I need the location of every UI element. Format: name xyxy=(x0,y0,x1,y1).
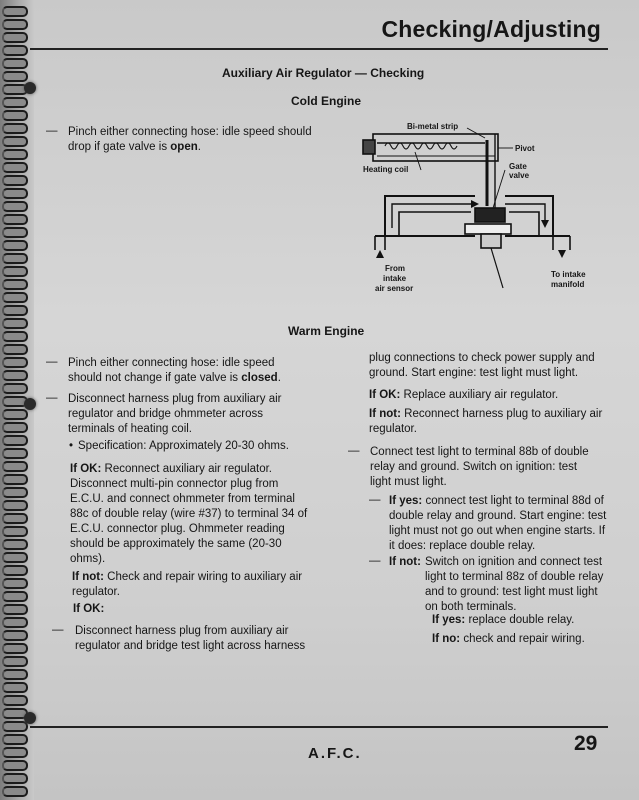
binding-ring xyxy=(2,604,28,615)
binding-ring xyxy=(2,747,28,758)
warm-item-3: Disconnect harness plug from auxiliary air regulator and bridge test light across harness xyxy=(75,625,306,652)
cold-engine-heading: Cold Engine xyxy=(291,94,361,108)
if-not-2-label: If not: xyxy=(389,556,421,568)
binding-ring xyxy=(2,656,28,667)
if-yes-text: connect test light to terminal 88d of double relay and ground. Start engine: test light must not go out when engine starts. If it does: replace double relay. xyxy=(389,495,607,552)
binding-ring xyxy=(2,253,28,264)
punch-hole xyxy=(24,398,36,410)
valve-seat xyxy=(465,224,511,234)
binding-ring xyxy=(2,461,28,472)
if-not-2-text: Switch on ignition and connect test light to terminal 88z of double relay and to ground: test light must light on both terminals. xyxy=(425,556,604,613)
binding-ring xyxy=(2,695,28,706)
binding-ring xyxy=(2,513,28,524)
label-from-1: From xyxy=(385,264,405,273)
binding-ring xyxy=(2,175,28,186)
inlet-port xyxy=(375,236,385,250)
binding-ring xyxy=(2,136,28,147)
lower-fitting xyxy=(481,234,501,248)
binding-ring xyxy=(2,448,28,459)
binding-ring xyxy=(2,331,28,342)
right-col-continuation: plug connections to check power supply and ground. Start engine: test light must light. xyxy=(369,352,595,379)
binding-ring xyxy=(2,162,28,173)
if-no-label: If no: xyxy=(432,633,461,645)
binding-ring xyxy=(2,409,28,420)
outlet-arrow xyxy=(558,250,566,258)
if-no-text: check and repair wiring. xyxy=(463,633,585,645)
warm-item-2: Disconnect harness plug from auxiliary air regulator and bridge ohmmeter across terminals of heating coil. xyxy=(68,393,282,435)
cold-item-bold: open xyxy=(170,141,198,153)
punch-hole xyxy=(24,712,36,724)
page-header-title: Checking/Adjusting xyxy=(381,16,601,42)
right-if-not-label: If not: xyxy=(369,408,401,420)
binding-ring xyxy=(2,344,28,355)
binding-ring xyxy=(2,240,28,251)
warm-item-1 xyxy=(68,356,310,386)
header-rule xyxy=(30,48,608,50)
right-if-ok-label: If OK: xyxy=(369,389,401,401)
regulator-diagram xyxy=(355,118,605,300)
coil-lead-wire xyxy=(491,248,503,288)
binding-ring xyxy=(2,617,28,628)
leader-bimetal xyxy=(467,128,485,138)
bullet-dash: — xyxy=(348,445,360,457)
binding-ring xyxy=(2,318,28,329)
binding-ring xyxy=(2,123,28,134)
binding-ring xyxy=(2,266,28,277)
label-to-1: To intake xyxy=(551,270,586,279)
binding-ring xyxy=(2,6,28,17)
label-from-3: air sensor xyxy=(375,284,414,293)
if-ok-2-label: If OK: xyxy=(73,603,105,615)
binding-ring xyxy=(2,279,28,290)
binding-ring xyxy=(2,45,28,56)
binding-ring xyxy=(2,383,28,394)
binding-ring xyxy=(2,760,28,771)
right-if-ok-block xyxy=(369,388,609,403)
if-ok-1-label: If OK: xyxy=(70,463,102,475)
warm-item-4: Connect test light to terminal 88b of double relay and ground. Switch on ignition: test light must light. xyxy=(370,446,589,488)
binding-ring xyxy=(2,591,28,602)
footer-title: A.F.C. xyxy=(308,745,362,762)
cold-item-end: . xyxy=(197,141,201,153)
binding-ring xyxy=(2,630,28,641)
label-to-2: manifold xyxy=(551,280,585,289)
punch-hole xyxy=(24,82,36,94)
binding-ring xyxy=(2,71,28,82)
binding-ring xyxy=(2,682,28,693)
label-gate-valve-2: valve xyxy=(509,171,530,180)
label-bimetal-strip: Bi-metal strip xyxy=(407,122,459,131)
label-pivot: Pivot xyxy=(515,144,535,153)
binding-ring xyxy=(2,552,28,563)
binding-ring xyxy=(2,305,28,316)
bullet-dash: — xyxy=(46,356,58,368)
inlet-arrow xyxy=(376,250,384,258)
if-yes-2-text: replace double relay. xyxy=(468,614,575,626)
if-ok-1-block xyxy=(70,462,314,567)
if-ok-1-text: Reconnect auxiliary air regulator. Disconnect multi-pin connector plug from E.C.U. and connect ohmmeter from terminal 88c of double relay (wire #37) to terminal 34 of E.C.U. connector plug. Ohmmeter reading should be approximately the same (20-30 ohms). xyxy=(70,463,308,565)
bullet-dash: — xyxy=(52,624,64,636)
cold-item-text: Pinch either connecting hose: idle speed should drop if gate valve is xyxy=(68,126,312,153)
binding-ring xyxy=(2,19,28,30)
right-if-not-block xyxy=(369,407,611,437)
binding-ring xyxy=(2,474,28,485)
binding-ring xyxy=(2,422,28,433)
spiral-binding xyxy=(0,0,34,800)
binding-ring xyxy=(2,500,28,511)
binding-ring xyxy=(2,201,28,212)
binding-ring xyxy=(2,643,28,654)
label-from-2: intake xyxy=(383,274,407,283)
warm-item-1-text: Pinch either connecting hose: idle speed should not change if gate valve is xyxy=(68,357,275,384)
if-yes-2-block xyxy=(432,613,612,628)
if-yes-label: If yes: xyxy=(389,495,423,507)
binding-ring xyxy=(2,565,28,576)
bullet-dash: — xyxy=(46,392,58,404)
bullet-dash: — xyxy=(46,125,58,137)
if-not-2-label-box xyxy=(389,555,425,570)
warm-item-1-end: . xyxy=(277,372,281,384)
binding-ring xyxy=(2,773,28,784)
binding-ring xyxy=(2,58,28,69)
binding-ring xyxy=(2,435,28,446)
cold-engine-item xyxy=(68,125,333,155)
right-if-ok-text: Replace auxiliary air regulator. xyxy=(403,389,559,401)
spec-bullet: • xyxy=(69,440,74,452)
binding-ring xyxy=(2,188,28,199)
binding-ring xyxy=(2,370,28,381)
if-yes-block xyxy=(389,494,611,554)
flow-arrow-2 xyxy=(541,220,549,228)
binding-ring xyxy=(2,721,28,732)
warm-item-1-bold: closed xyxy=(241,372,278,384)
if-not-1-label: If not: xyxy=(72,571,104,583)
gate-valve-shape xyxy=(475,208,505,222)
warm-engine-heading: Warm Engine xyxy=(288,324,365,338)
binding-ring xyxy=(2,786,28,797)
bullet-dash: — xyxy=(369,555,381,567)
section-title: Auxiliary Air Regulator — Checking xyxy=(222,66,425,80)
binding-ring xyxy=(2,357,28,368)
if-yes-2-label: If yes: xyxy=(432,614,466,626)
binding-ring xyxy=(2,669,28,680)
right-if-not-text: Reconnect harness plug to auxiliary air regulator. xyxy=(369,408,603,435)
binding-ring xyxy=(2,32,28,43)
heating-coil-shape xyxy=(385,143,457,149)
outlet-port xyxy=(553,236,570,250)
if-no-block xyxy=(432,632,612,647)
flow-arrow-1 xyxy=(471,200,479,208)
binding-ring xyxy=(2,227,28,238)
binding-ring xyxy=(2,214,28,225)
binding-ring xyxy=(2,526,28,537)
binding-ring xyxy=(2,578,28,589)
binding-ring xyxy=(2,149,28,160)
footer-rule xyxy=(30,726,608,728)
page-number: 29 xyxy=(574,732,598,755)
binding-ring xyxy=(2,487,28,498)
specification-text: Specification: Approximately 20-30 ohms. xyxy=(78,440,289,452)
bullet-dash: — xyxy=(369,494,381,506)
label-heating-coil: Heating coil xyxy=(363,165,409,174)
label-gate-valve-1: Gate xyxy=(509,162,527,171)
binding-ring xyxy=(2,110,28,121)
binding-ring xyxy=(2,292,28,303)
if-not-1-block xyxy=(72,570,316,600)
binding-ring xyxy=(2,539,28,550)
if-not-1-text: Check and repair wiring to auxiliary air regulator. xyxy=(72,571,303,598)
binding-ring xyxy=(2,97,28,108)
binding-ring xyxy=(2,734,28,745)
flow-path-in xyxy=(392,204,471,228)
connector-plug xyxy=(363,140,375,154)
